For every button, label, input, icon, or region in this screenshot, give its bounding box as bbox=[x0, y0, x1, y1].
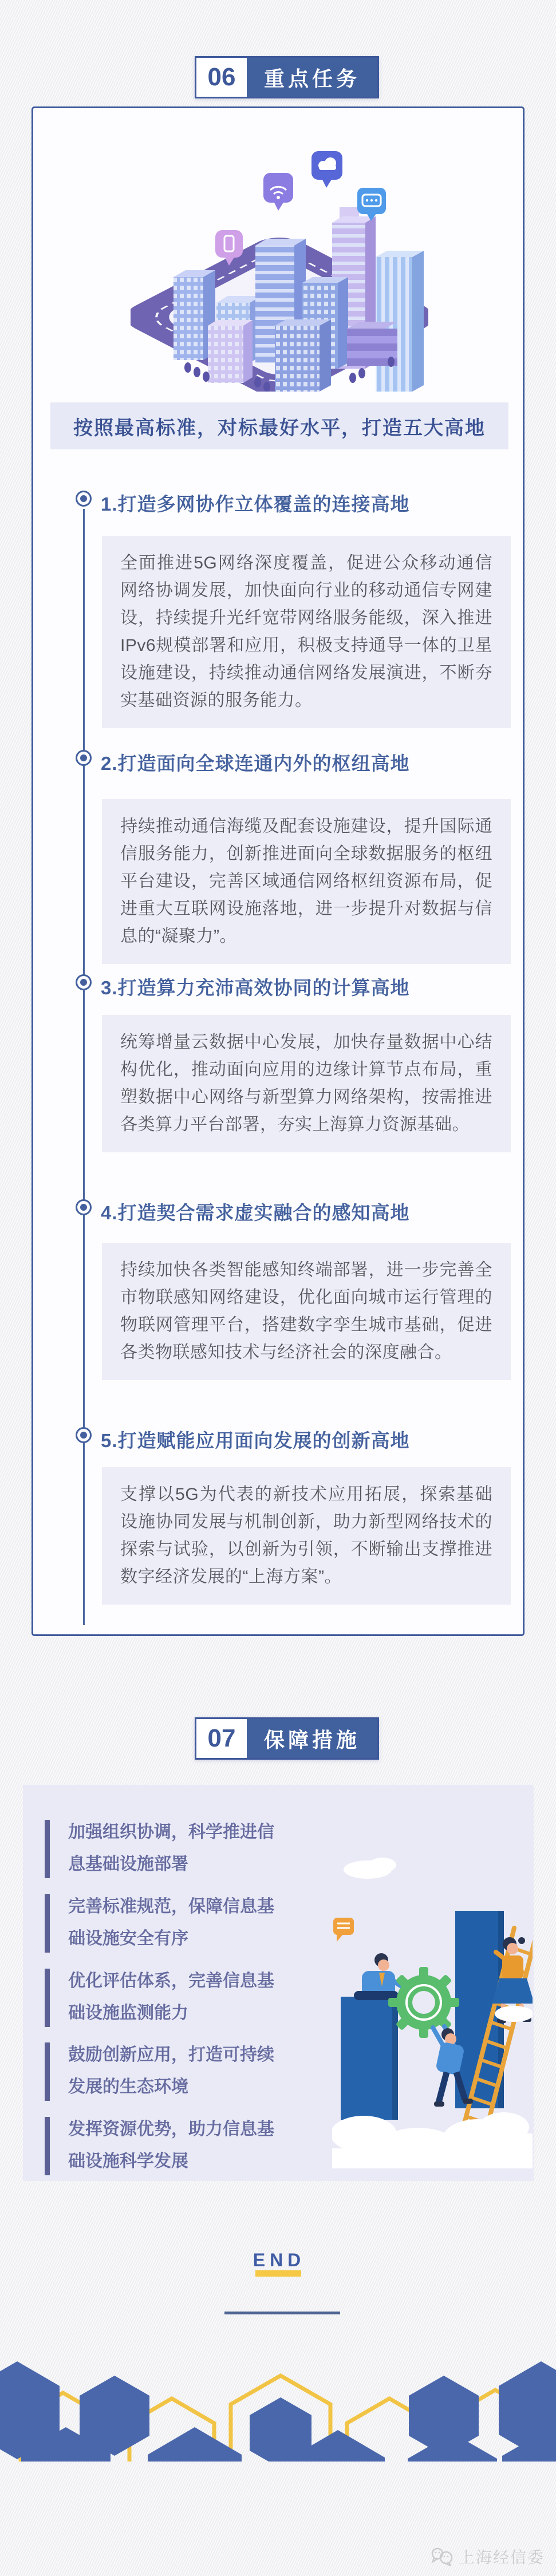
task-bullet-icon bbox=[76, 1199, 92, 1215]
measure-item bbox=[45, 2113, 287, 2178]
task-body: 持续推动通信海缆及配套设施建设，提升国际通信服务能力，创新推进面向全球数据服务的枢纽平台建设，完善区域通信网络枢纽资源布局，促进重大互联网设施落地，进一步提升对数据与信息的“凝聚力”。 bbox=[102, 799, 511, 964]
measure-marker bbox=[45, 1820, 50, 1878]
measure-text: 发挥资源优势，助力信息基础设施科学发展 bbox=[68, 2120, 274, 2171]
task-bullet-icon bbox=[76, 750, 92, 766]
gear-icon bbox=[388, 1967, 459, 2038]
wifi-icon bbox=[263, 173, 293, 211]
hexagon-footer-decoration bbox=[0, 2347, 556, 2462]
section-badge-06 bbox=[195, 56, 379, 98]
task-bullet-icon bbox=[76, 1427, 92, 1443]
divider-line bbox=[224, 2312, 340, 2314]
timeline-line bbox=[83, 509, 85, 1625]
task-title: 2.打造面向全球连通内外的枢纽高地 bbox=[101, 753, 410, 774]
measure-item bbox=[45, 1965, 287, 2029]
measure-marker bbox=[45, 2042, 50, 2101]
task-bullet-icon bbox=[76, 974, 92, 990]
end-section bbox=[0, 2250, 556, 2273]
measure-marker bbox=[45, 1969, 50, 2027]
slogan-banner: 按照最高标准，对标最好水平，打造五大高地 bbox=[50, 402, 508, 449]
speech-bubble-icon bbox=[333, 1918, 354, 1942]
key-tasks-card bbox=[31, 106, 525, 1636]
measure-item bbox=[45, 1816, 287, 1880]
measure-marker bbox=[45, 1894, 50, 1953]
task-body: 统筹增量云数据中心发展，加快存量数据中心结构优化，推动面向应用的边缘计算节点布局，重塑数据中心网络与新型算力网络架构，按需推进各类算力平台部署，夯实上海算力资源基础。 bbox=[102, 1015, 511, 1152]
badge-number: 06 bbox=[196, 58, 247, 97]
measure-item bbox=[45, 1891, 287, 1955]
wechat-icon bbox=[430, 2547, 454, 2566]
measure-text: 优化评估体系，完善信息基础设施监测能力 bbox=[68, 1971, 274, 2022]
task-title: 5.打造赋能应用面向发展的创新高地 bbox=[101, 1430, 410, 1451]
chat-icon bbox=[357, 188, 386, 221]
task-body: 支撑以5G为代表的新技术应用拓展，探索基础设施协同发展与机制创新，助力新型网络技术的探索与试验，以创新为引领，不断输出支撑推进数字经济发展的“上海方案”。 bbox=[102, 1467, 511, 1605]
teamwork-illustration bbox=[332, 1814, 533, 2168]
measure-text: 鼓励创新应用，打造可持续发展的生态环境 bbox=[68, 2045, 274, 2096]
task-title: 1.打造多网协作立体覆盖的连接高地 bbox=[101, 493, 410, 515]
cloud-icon bbox=[311, 151, 342, 188]
measure-marker bbox=[45, 2117, 50, 2175]
task-bullet-icon bbox=[76, 491, 92, 507]
badge-label: 保障措施 bbox=[247, 1719, 377, 1758]
measure-item bbox=[45, 2039, 287, 2103]
measure-text: 完善标准规范，保障信息基础设施安全有序 bbox=[68, 1897, 274, 1948]
task-title: 3.打造算力充沛高效协同的计算高地 bbox=[101, 977, 410, 998]
badge-number: 07 bbox=[196, 1719, 247, 1758]
section-badge-07 bbox=[195, 1717, 379, 1760]
badge-label: 重点任务 bbox=[247, 58, 377, 97]
task-body: 全面推进5G网络深度覆盖，促进公众移动通信网络协调发展，加快面向行业的移动通信专网建设，持续提升光纤宽带网络服务能级，深入推进IPv6规模部署和应用，积极支持通导一体的卫星设施建设，持续推动通信网络发展演进，不断夯实基础资源的服务能力。 bbox=[102, 536, 511, 728]
task-title: 4.打造契合需求虚实融合的感知高地 bbox=[101, 1202, 410, 1223]
end-label: END bbox=[253, 2250, 306, 2270]
measure-text: 加强组织协调，科学推进信息基础设施部署 bbox=[68, 1823, 274, 1874]
clouds bbox=[332, 2112, 533, 2168]
task-body: 持续加快各类智能感知终端部署，进一步完善全市物联感知网络建设，优化面向城市运行管理的物联网管理平台，搭建数字孪生城市基础，促进各类物联感知技术与经济社会的深度融合。 bbox=[102, 1243, 511, 1380]
smart-city-illustration bbox=[131, 140, 428, 392]
watermark bbox=[430, 2545, 545, 2568]
watermark-text: 上海经信委 bbox=[458, 2549, 545, 2566]
safeguards-panel bbox=[23, 1785, 534, 2181]
